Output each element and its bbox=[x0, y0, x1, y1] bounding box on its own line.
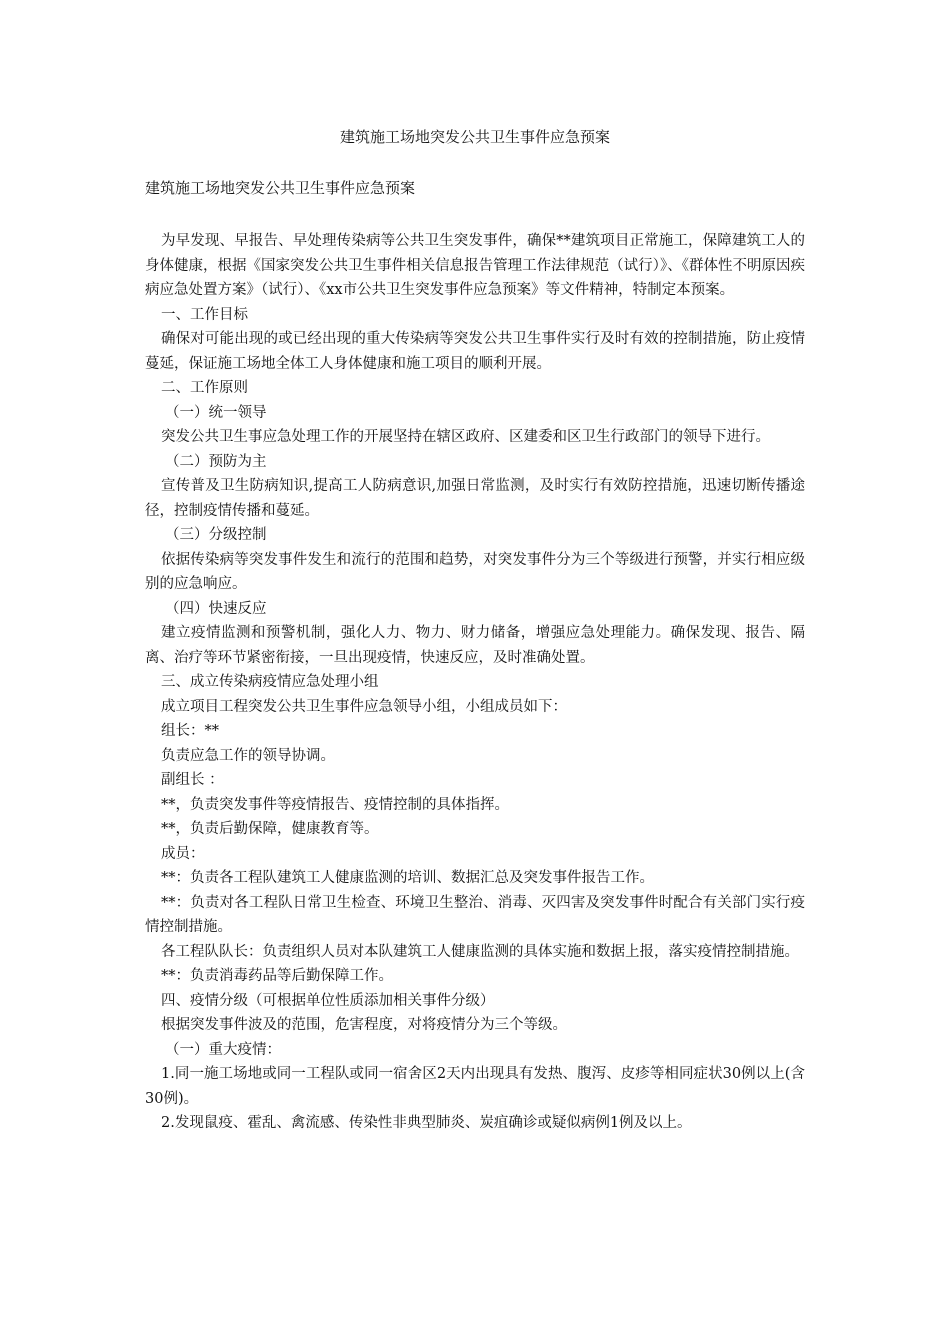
sub-heading: （四）快速反应 bbox=[165, 600, 267, 617]
section-heading-4: 四、疫情分级（可根据单位性质添加相关事件分级） bbox=[161, 992, 495, 1009]
paragraph: 确保对可能出现的或已经出现的重大传染病等突发公共卫生事件实行及时有效的控制措施，防止疫情蔓延，保证施工场地全体工人身体健康和施工项目的顺利开展。 bbox=[145, 331, 805, 372]
paragraph: **，负责后勤保障，健康教育等。 bbox=[161, 821, 379, 837]
paragraph: 成立项目工程突发公共卫生事件应急领导小组，小组成员如下： bbox=[161, 698, 567, 715]
paragraph-intro: 为早发现、早报告、早处理传染病等公共卫生突发事件，确保**建筑项目正常施工，保障建筑工人的身体健康，根据《国家突发公共卫生事件相关信息报告管理工作法律规范（试行）》、《群体性不明原因疾病应急处置方案》（试行）、《xx市公共卫生突发事件应急预案》等文件精神，特制定本预案。 bbox=[145, 233, 805, 298]
list-item: 1.同一施工场地或同一工程队或同一宿舍区2天内出现具有发热、腹泻、皮疹等相同症状30例以上(含30例)。 bbox=[145, 1066, 805, 1107]
paragraph: **：负责对各工程队日常卫生检查、环境卫生整治、消毒、灭四害及突发事件时配合有关部门实行疫情控制措施。 bbox=[145, 894, 805, 935]
paragraph: 根据突发事件波及的范围，危害程度，对将疫情分为三个等级。 bbox=[161, 1017, 567, 1033]
paragraph: 副组长 ： bbox=[161, 772, 224, 788]
paragraph: 负责应急工作的领导协调。 bbox=[161, 747, 335, 764]
paragraph: **：负责消毒药品等后勤保障工作。 bbox=[161, 968, 393, 984]
paragraph: 依据传染病等突发事件发生和流行的范围和趋势，对突发事件分为三个等级进行预警，并实行相应级别的应急响应。 bbox=[145, 551, 805, 592]
section-heading-2: 二、工作原则 bbox=[161, 380, 248, 396]
sub-heading: （一）重大疫情： bbox=[165, 1041, 281, 1058]
paragraph: **：负责各工程队建筑工人健康监测的培训、数据汇总及突发事件报告工作。 bbox=[161, 870, 654, 886]
sub-heading: （三）分级控制 bbox=[165, 527, 267, 543]
document-subtitle: 建筑施工场地突发公共卫生事件应急预案 bbox=[145, 179, 416, 197]
paragraph: 成员： bbox=[161, 845, 205, 862]
section-heading-1: 一、工作目标 bbox=[161, 306, 248, 323]
document-body bbox=[145, 229, 805, 1136]
paragraph: 各工程队队长：负责组织人员对本队建筑工人健康监测的具体实施和数据上报，落实疫情控制措施。 bbox=[161, 943, 799, 960]
section-heading-3: 三、成立传染病疫情应急处理小组 bbox=[161, 674, 379, 690]
paragraph: 突发公共卫生事应急处理工作的开展坚持在辖区政府、区建委和区卫生行政部门的领导下进行。 bbox=[161, 429, 770, 445]
sub-heading: （二）预防为主 bbox=[165, 453, 267, 470]
paragraph: **，负责突发事件等疫情报告、疫情控制的具体指挥。 bbox=[161, 796, 509, 813]
paragraph: 组长：** bbox=[161, 723, 219, 739]
paragraph: 建立疫情监测和预警机制，强化人力、物力、财力储备，增强应急处理能力。确保发现、报告、隔离、治疗等环节紧密衔接，一旦出现疫情，快速反应，及时准确处置。 bbox=[145, 625, 805, 666]
sub-heading: （一）统一领导 bbox=[165, 404, 267, 421]
paragraph: 宣传普及卫生防病知识,提高工人防病意识,加强日常监测，及时实行有效防控措施，迅速切断传播途径，控制疫情传播和蔓延。 bbox=[145, 478, 805, 519]
list-item: 2.发现鼠疫、霍乱、禽流感、传染性非典型肺炎、炭疽确诊或疑似病例1例及以上。 bbox=[161, 1115, 692, 1131]
document-title: 建筑施工场地突发公共卫生事件应急预案 bbox=[339, 128, 610, 146]
